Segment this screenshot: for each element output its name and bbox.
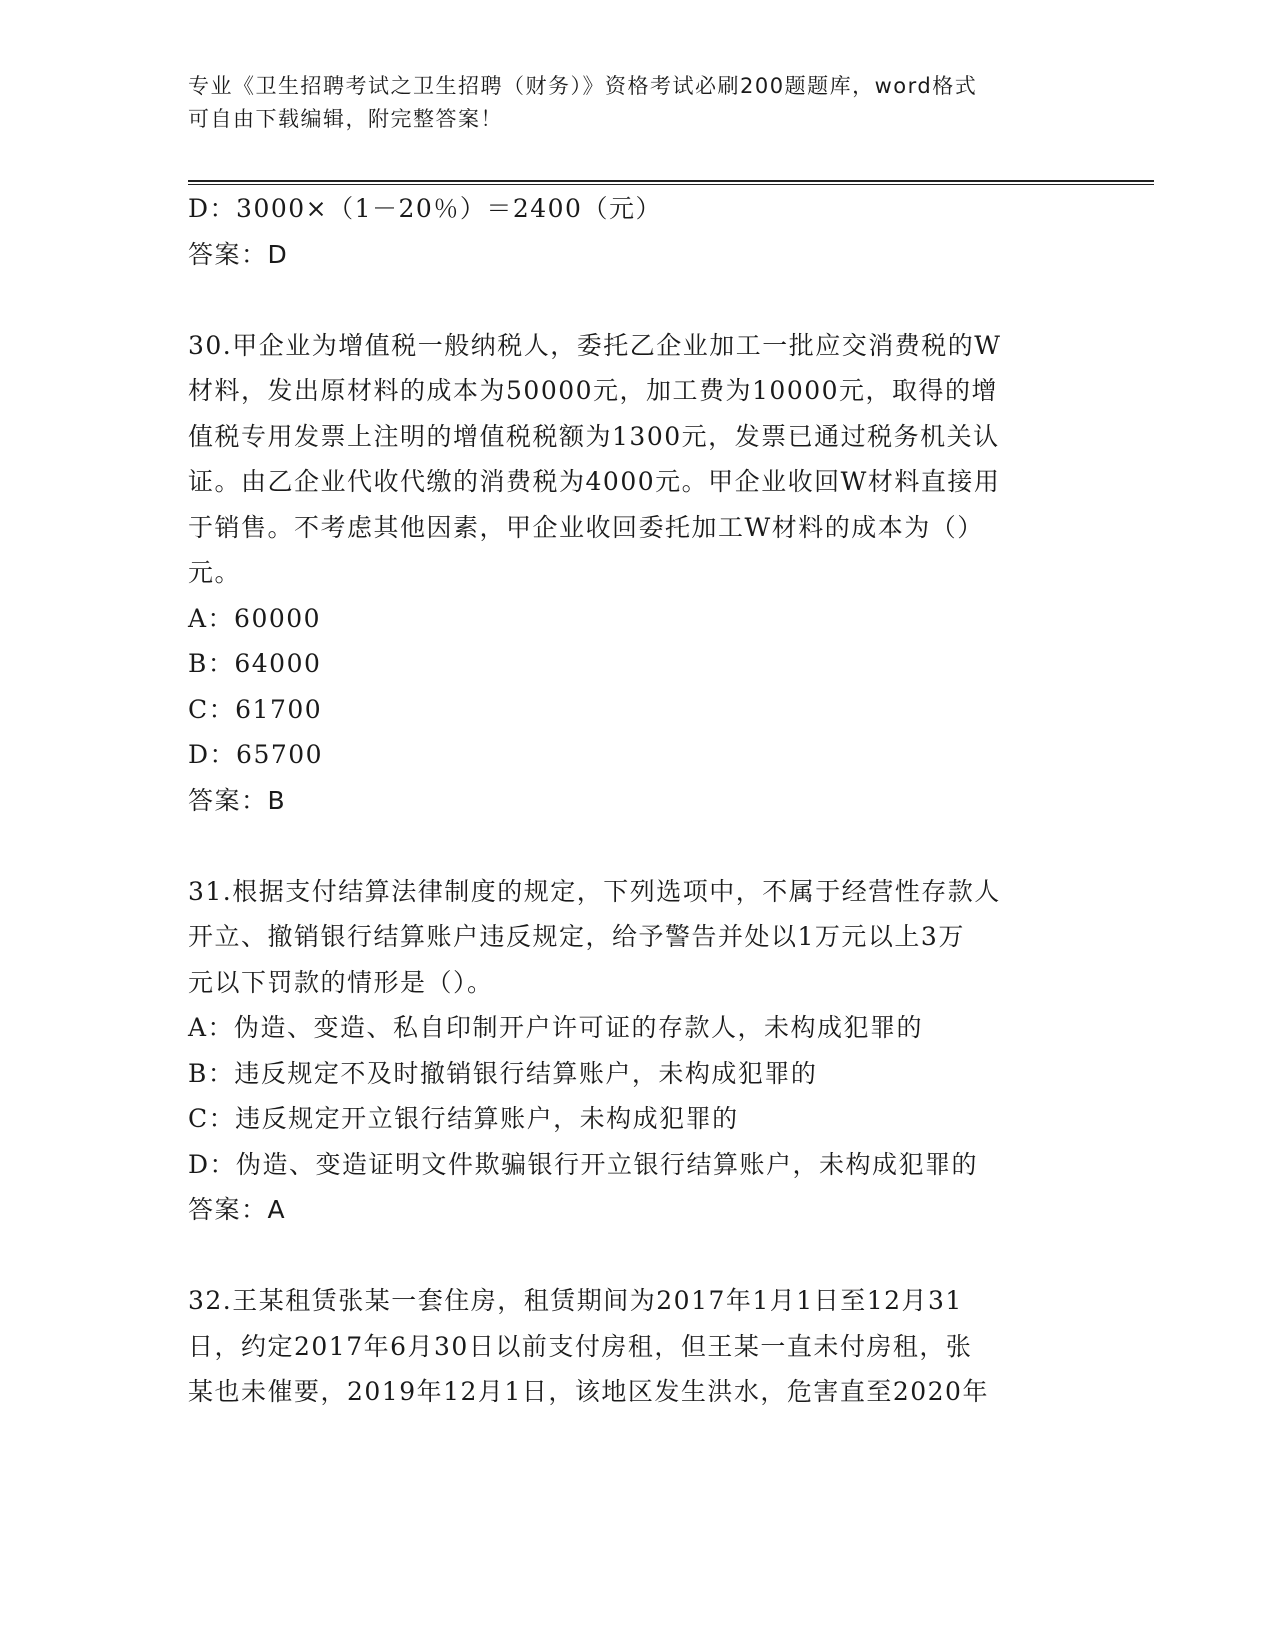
question-text-line: 某也未催要，2019年12月1日，该地区发生洪水，危害直至2020年 bbox=[188, 1377, 989, 1406]
option-d: D：65700 bbox=[188, 740, 324, 769]
document-body bbox=[188, 186, 1088, 1415]
previous-question-tail bbox=[188, 186, 1088, 277]
header-line: 可自由下载编辑，附完整答案！ bbox=[188, 107, 503, 131]
option-a: A：60000 bbox=[188, 603, 322, 633]
option-d: D：3000×（1－20％）＝2400（元） bbox=[188, 194, 662, 223]
answer: 答案：A bbox=[188, 1195, 287, 1224]
spacer bbox=[188, 1233, 1088, 1279]
question-text-line: 日，约定2017年6月30日以前支付房租，但王某一直未付房租，张 bbox=[188, 1331, 973, 1361]
spacer bbox=[188, 277, 1088, 323]
question-text-line: 于销售。不考虑其他因素，甲企业收回委托加工W材料的成本为（） bbox=[188, 512, 984, 542]
header-rule-thin bbox=[188, 184, 1154, 185]
question-32 bbox=[188, 1278, 1088, 1415]
option-b: B：违反规定不及时撤销银行结算账户，未构成犯罪的 bbox=[188, 1058, 818, 1088]
spacer bbox=[188, 823, 1088, 869]
question-text-line: 材料，发出原材料的成本为50000元，加工费为10000元，取得的增 bbox=[188, 376, 999, 405]
question-text-line: 元以下罚款的情形是（）。 bbox=[188, 967, 494, 997]
question-text-line: 32.王某租赁张某一套住房，租赁期间为2017年1月1日至12月31 bbox=[188, 1286, 963, 1315]
option-c: C：61700 bbox=[188, 694, 323, 724]
option-c: C：违反规定开立银行结算账户，未构成犯罪的 bbox=[188, 1104, 739, 1133]
question-30 bbox=[188, 323, 1088, 824]
header-line: 专业《卫生招聘考试之卫生招聘（财务）》资格考试必刷200题题库，word格式 bbox=[188, 74, 978, 98]
header-rule bbox=[188, 180, 1154, 182]
question-31 bbox=[188, 869, 1088, 1233]
question-text-line: 值税专用发票上注明的增值税税额为1300元，发票已通过税务机关认 bbox=[188, 421, 1000, 451]
answer: 答案：D bbox=[188, 239, 289, 269]
question-text-line: 证。由乙企业代收代缴的消费税为4000元。甲企业收回W材料直接用 bbox=[188, 467, 1001, 496]
option-b: B：64000 bbox=[188, 649, 322, 678]
option-d: D：伪造、变造证明文件欺骗银行开立银行结算账户，未构成犯罪的 bbox=[188, 1149, 979, 1179]
question-text-line: 31.根据支付结算法律制度的规定，下列选项中，不属于经营性存款人 bbox=[188, 876, 1001, 906]
document-header bbox=[188, 70, 1068, 136]
question-text-line: 元。 bbox=[188, 558, 242, 587]
option-a: A：伪造、变造、私自印制开户许可证的存款人，未构成犯罪的 bbox=[188, 1013, 924, 1042]
answer: 答案：B bbox=[188, 785, 287, 815]
question-text-line: 30.甲企业为增值税一般纳税人，委托乙企业加工一批应交消费税的W bbox=[188, 330, 1002, 360]
question-text-line: 开立、撤销银行结算账户违反规定，给予警告并处以1万元以上3万 bbox=[188, 922, 965, 951]
